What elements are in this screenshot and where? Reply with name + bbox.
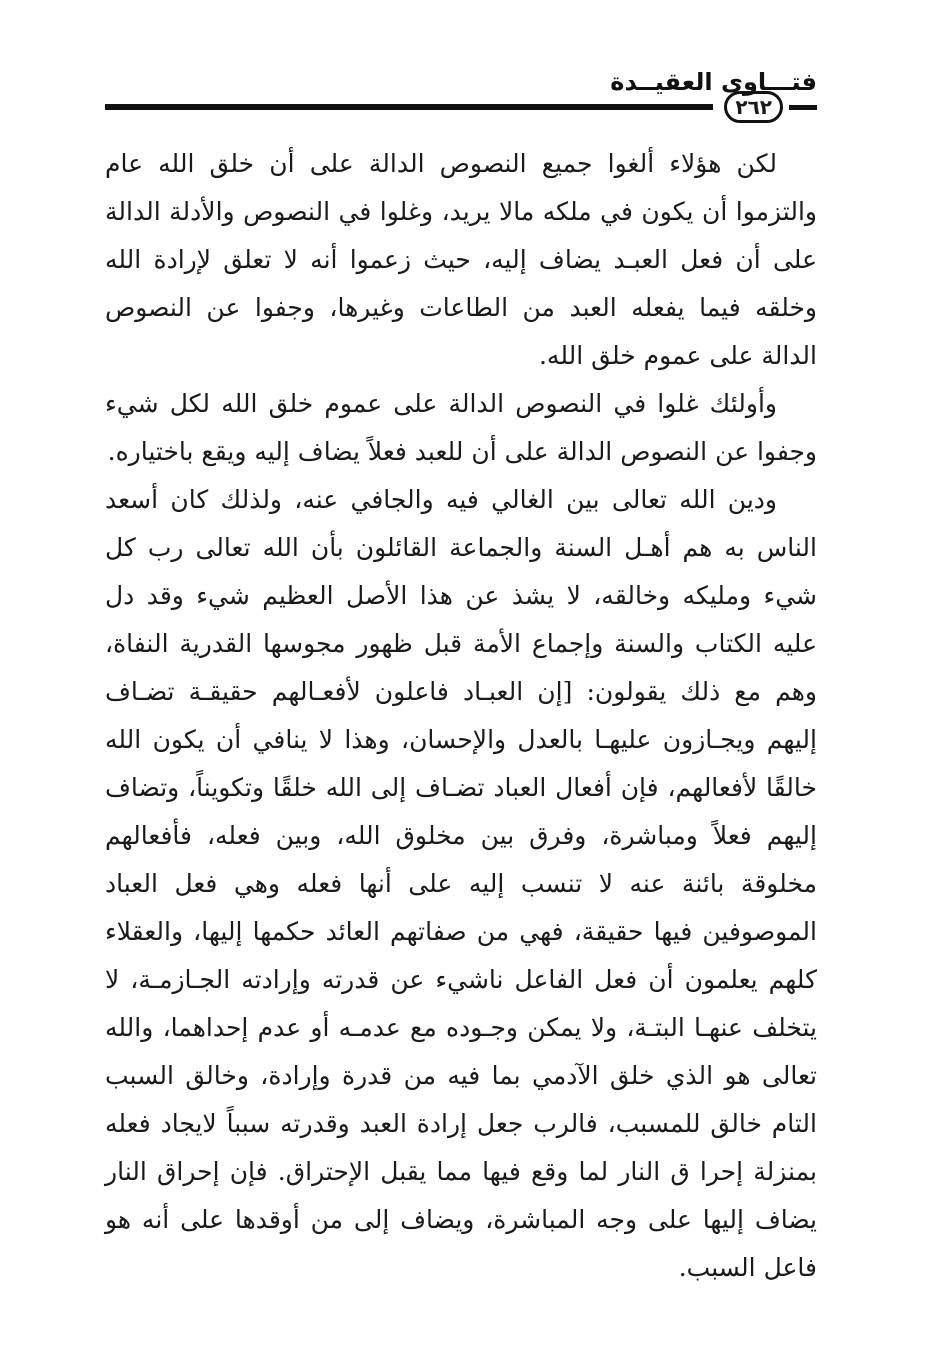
paragraph: ودين الله تعالى بين الغالي فيه والجافي عنه، ولذلك كان أسعد الناس به هم أهـل السنة والجماعة القائلون بأن الله تعالى رب كل شيء ومليكه وخالقه، لا يشذ عن هذا الأصل العظيم شيء وقد دل عليه الكتاب والسنة وإجماع الأمة قبل ظهور مجوسها القدرية النفاة، وهم مع ذلك يقولون: [إن العبـاد فاعلون لأفعـالهم حقيقـة تضـاف إليهم ويجـازون عليهـا بالعدل والإحسان، وهذا لا ينافي أن يكون الله خالقًا لأفعالهم، فإن أفعال العباد تضـاف إلى الله خلقًا وتكويناً، وتضاف إليهم فعلاً ومباشرة، وفرق بين مخلوق الله، وبين فعله، فأفعالهم مخلوقة بائنة عنه لا تنسب إليه على أنها فعله وهي فعل العباد الموصوفين فيها حقيقة، فهي من صفاتهم العائد حكمها إليها، والعقلاء كلهم يعلمون أن فعل الفاعل ناشيء عن قدرته وإرادته الجـازمـة، لا يتخلف عنهـا البتـة، ولا يمكن وجـوده مع عدمـه أو عدم إحداهما، والله تعالى هو الذي خلق الآدمي بما فيه من قدرة وإرادة، وخالق السبب التام خالق للمسبب، فالرب جعل إرادة العبد وقدرته سبباً لايجاد فعله بمنزلة إحرا ق النار لما وقع فيها مما يقبل الإحتراق. فإن إحراق النار يضاف إليها على وجه المباشرة، ويضاف إلى من أوقدها على أنه هو فاعل السبب. <box>105 485 817 1282</box>
header-rule <box>105 104 713 110</box>
page-number-dash <box>789 105 817 110</box>
page-header <box>105 60 817 120</box>
page-number-block <box>717 90 817 124</box>
running-title: فتـــاوى العقيــدة <box>610 68 817 96</box>
paragraph: لكن هؤلاء ألغوا جميع النصوص الدالة على أن خلق الله عام والتزموا أن يكون في ملكه مالا يريد، وغلوا في النصوص والأدلة الدالة على أن فعل العبـد يضاف إليه، حيث زعموا أنه لا تعلق لإرادة الله وخلقه فيما يفعله العبد من الطاعات وغيرها، وجفوا عن النصوص الدالة على عموم خلق الله. <box>105 149 817 370</box>
paragraph: وأولئك غلوا في النصوص الدالة على عموم خلق الله لكل شيء وجفوا عن النصوص الدالة على أن للعبد فعلاً يضاف إليه ويقع باختياره. <box>105 389 817 466</box>
body-text <box>105 140 817 1292</box>
page-number: ٢٦٢ <box>724 91 783 123</box>
